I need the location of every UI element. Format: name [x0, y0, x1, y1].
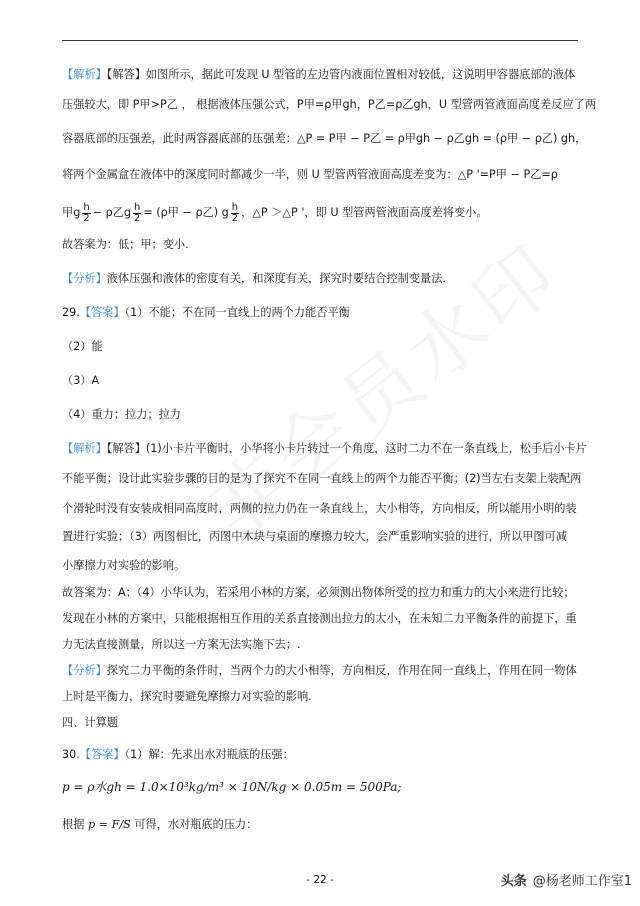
site-logo: 头条 [500, 874, 527, 889]
question-number: 29. [62, 306, 80, 319]
text: 甲g [62, 206, 81, 219]
fraction [231, 203, 239, 224]
fraction [82, 203, 90, 224]
page-number: - 22 - [306, 874, 334, 886]
q30-answer-1 [62, 746, 592, 764]
text: 根据 [62, 818, 85, 831]
text: （1）不能；不在同一直线上的两个力能否平衡 [124, 306, 350, 319]
analysis-line-5 [62, 200, 592, 226]
text: 如图所示，据此可发现 U 型管的左边管内液面位置相对较低，这说明甲容器底部的液体 [145, 68, 576, 81]
fraction [133, 203, 141, 224]
text: − ρ乙g [92, 206, 131, 219]
numerator: h [231, 201, 239, 213]
analysis-line-3: 容器底部的压强差，此时两容器底部的压强差：△P = P甲 − P乙 = ρ甲gh − ρ乙gh = (ρ甲 − ρ乙) gh， [62, 132, 587, 145]
analysis-tag: 【解析】 [62, 68, 107, 81]
text: （1）解：先求出水对瓶底的压强： [124, 748, 294, 761]
top-rule [62, 40, 578, 41]
summary-tag: 【分析】 [62, 664, 107, 677]
text: = (ρ甲 − ρ乙) g [143, 206, 229, 219]
q29-analysis-5: 小摩擦力对实验的影响。 [62, 559, 186, 572]
denominator: 2 [134, 212, 141, 224]
text: ，△P ＞△P '，即 U 型管两管液面高度差将变小。 [241, 206, 488, 219]
text: 液体压强和液体的密度有关，和深度有关，探究时要结合控制变量法. [106, 272, 446, 285]
q29-answer-1 [62, 304, 592, 322]
numerator: h [83, 201, 90, 213]
q29-summary-1 [62, 662, 592, 680]
summary-line [62, 270, 592, 288]
numerator: h [134, 201, 141, 213]
analysis-line-1 [62, 66, 592, 84]
author-handle: @杨老师工作室1 [532, 874, 632, 889]
q30-formula: p = ρ水gh = 1.0×10³kg/m³ × 10N/kg × 0.05m = 500Pa; [62, 780, 402, 794]
analysis-tag: 【解析】 [62, 442, 107, 455]
q29-answer-3: （3）A [62, 374, 100, 387]
answer-line: 故答案为：低；甲；变小. [62, 238, 189, 251]
q30-line-3 [62, 816, 592, 834]
pressure-formula: p = F/S [87, 818, 131, 831]
text: 探究二力平衡的条件时，当两个力的大小相等，方向相反，作用在同一直线上，作用在同一物体 [106, 664, 577, 677]
denominator: 2 [83, 212, 90, 224]
text: 可得，水对瓶底的压力： [134, 818, 258, 831]
analysis-line-4: 将两个金属盒在液体中的深度同时都减少一半，则 U 型管两管液面高度差变为：△P '=P甲 − P乙=ρ [62, 168, 558, 181]
answer-tag: 【答案】 [79, 748, 125, 761]
solution-tag: 【解答】 [106, 68, 146, 81]
summary-tag: 【分析】 [62, 272, 107, 285]
q29-analysis-4: 置进行实验；（3）两图相比，丙图中木块与桌面的摩擦力较大，会严重影响实验的进行，所以甲图可减 [62, 530, 567, 543]
q29-summary-2: 上时是平衡力，探究时要避免摩擦力对实验的影响. [62, 690, 312, 703]
footer-watermark [501, 870, 632, 889]
question-number: 30. [62, 748, 80, 761]
answer-tag: 【答案】 [79, 306, 125, 319]
q29-answer-2: （2）能 [62, 340, 103, 353]
section-heading: 四、计算题 [62, 716, 118, 729]
q29-ans-2: 发现在小林的方案中，只能根据相互作用的关系直接测出拉力的大小，在未知二力平衡条件的前提下，重 [62, 612, 577, 625]
q29-ans-1: 故答案为：A；（4）小华认为，若采用小林的方案，必须测出物体所受的拉力和重力的大小来进行比较； [62, 586, 575, 599]
q29-answer-4: （4）重力；拉力；拉力 [62, 408, 181, 421]
q29-analysis-2: 不能平衡；设计此实验步骤的目的是为了探究不在同一直线上的两个力能否平衡；(2)当左右支架上装配两 [62, 472, 582, 485]
q29-analysis-1 [62, 440, 592, 458]
q29-analysis-3: 个滑轮时没有安装成相同高度时，两侧的拉力仍在一条直线上，大小相等，方向相反，所以能用小明的装 [62, 502, 577, 515]
denominator: 2 [231, 212, 239, 224]
analysis-line-2: 压强较大，即 P甲>P乙 ， 根据液体压强公式，P甲=ρ甲gh，P乙=ρ乙gh，U 型管两管液面高度差反应了两 [62, 98, 597, 111]
text: (1)小卡片平衡时，小华将小卡片转过一个角度，这时二力不在一条直线上，松手后小卡片 [145, 442, 587, 455]
q29-ans-3: 力无法直接测量，所以这一方案无法实施下去；. [62, 638, 301, 651]
solution-tag: 【解答】 [106, 442, 146, 455]
